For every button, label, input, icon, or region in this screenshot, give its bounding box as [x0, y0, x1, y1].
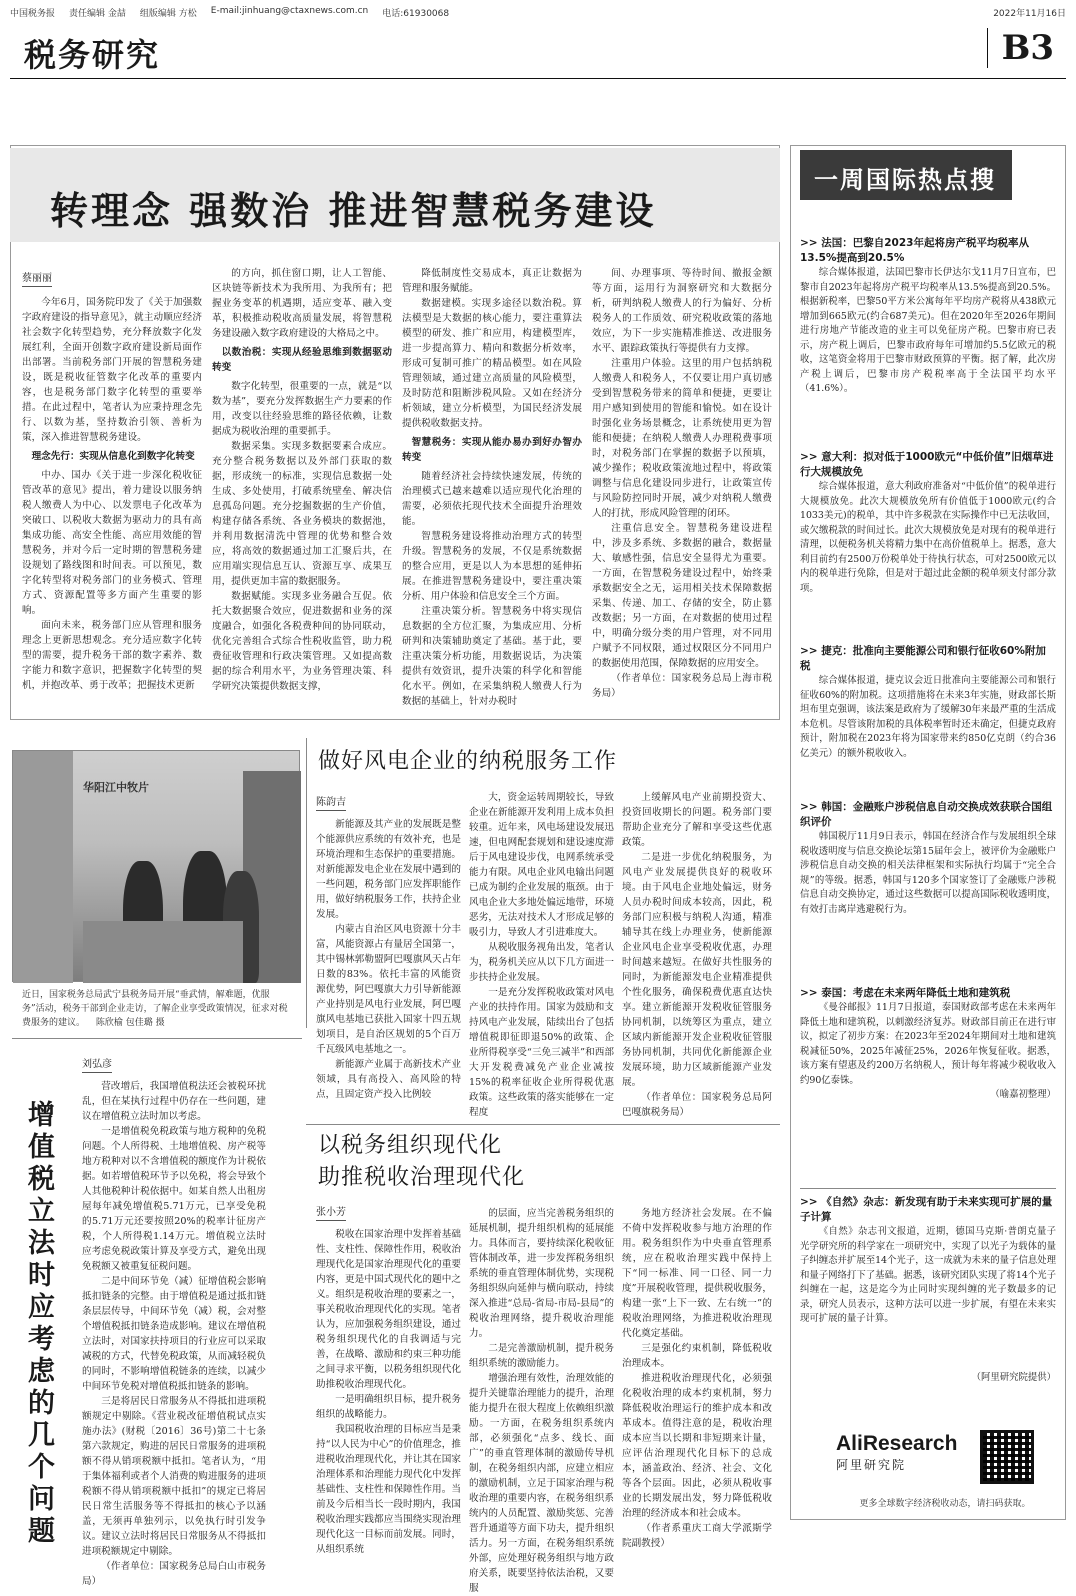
main-subhead-2: 以数治税：实现从经验思维到数据驱动转变: [212, 347, 392, 373]
aliresearch-logo: [836, 1432, 957, 1473]
org-byline: 张小芳: [316, 1203, 346, 1221]
main-subhead-1: 理念先行：实现从信息化到数字化转变: [31, 451, 195, 462]
sidebar-list: [800, 236, 1056, 1386]
vat-p1: 营改增后，我国增值税法还会被税环扰乱，但在某执行过程中仍存在一些问题，建议在增值税立法时加以考虑。: [82, 1081, 266, 1122]
main-col4-p3: 注重信息安全。智慧税务建设进程中，涉及多系统、多数据的融合，数据量大、敏感性强，信息安全显得尤为重要。一方面，在智慧税务建设过程中，始终秉承数据安全之无，运用相关技术保障数据采集、传递、加工、存储的安全，防止篡改数据；另一方面，在对数据的使用过程中，明确分级分类的用户管理，对不同用户赋予不同权限，通过权限区分不同用户的数据使用范围，保障数据的应用安全。: [592, 523, 772, 669]
main-col4-author: （作者单位：国家税务总局上海市税务局）: [592, 673, 772, 699]
org-col-3: [622, 1206, 772, 1549]
paper-name: 中国税务报: [10, 9, 56, 19]
vat-p4: 三是将居民日常服务从不得抵扣进项税额规定中剔除。《营业税改征增值税试点实施办法》(财税〔2016〕36号)第二十七条第六款规定，购进的居民日常服务的进项税额不得从销项税额中抵扣。笔者认为，“用于集体福利或者个人消费的购进服务的进项税额不得从销项税额中抵扣”的规定已将居民日常生活服务等不得抵扣的核心予以涵盖，无须再单独列示，以免执行时引发争议。建议立法时将居民日常服务从不得抵扣进项税额规定中剔除。: [82, 1396, 266, 1557]
top-info-bar: [10, 6, 1066, 19]
main-col-1: [22, 266, 202, 731]
wind-col2-p2: 从税收服务视角出发，笔者认为，税务机关应从以下几方面进一步扶持企业发展。: [469, 942, 614, 983]
sidebar-item-italy: [800, 450, 1056, 638]
org-col1-p3: 我国税收治理的目标应当是秉持“以人民为中心”的价值理念，推进税收治理现代化，并让其在国家治理体系和治理能力现代化中发挥基础性、支柱性和保障性作用。当前及今后相当长一段时期内，我国税收治理实践都应当围绕实现治理现代化这一目标而前发展。同时，从组织系统: [316, 1424, 461, 1555]
main-col2-p3: 数据采集。实现多数据要素合成应。充分整合税务数据以及外部门获取的数据，形成统一的标准，实现信息数据一处生成、多处使用，打破系统壁垒、解决信息孤岛问题。充分挖掘数据的生产价值，构建存储各系统、各业务模块的数据池，并利用数据清洗中管理的优势和整合效应，将高效的数据通过加工汇聚后共，在应用端实现信息互认、资源互享、成果互用，提供更加丰富的数据服务。: [212, 441, 392, 587]
photo-caption-text: 近日，国家税务总局武宁县税务局开展“垂武情，解难题，优服务”活动，税务干部到企业走访，了解企业享受政策情况，征求对税费服务的建议。: [22, 990, 288, 1028]
wind-col3-author: （作者单位：国家税务总局阿巴嘎旗税务局）: [622, 1092, 772, 1118]
ali-logo-cn: 阿里研究院: [836, 1458, 907, 1472]
main-col3-p2: 数据建模。实现多途径以数治税。算法模型是大数据的核心能力，要注重算法模型的研发、推广和应用，构建模型库，进一步提高算力、精向和数据分析效率，形成可复制可推广的精品模型。如在风险管理领域，通过建立高质量的风险模型，及时防范和阻断涉税风险。又如在经济分析领域，建立分析模型，为国民经济发展提供税收数据支持。: [402, 298, 582, 429]
wind-col-2: [469, 790, 614, 1116]
wind-col2-p3: 一是充分发挥税收政策对风电产业的扶持作用。国家为鼓励和支持风电产业发展，陆续出台了包括增值税即征即退50%的政策、企业所得税享受“三免三减半”和西部大开发税费减免产业企业减按15%的税率征收企业所得税优惠政策。这些政策的落实能够在一定程度: [469, 987, 614, 1118]
main-col4-p2: 注重用户体验。这里的用户包括纳税人缴费人和税务人，不仅要让用户真切感受到智慧税务带来的简单和便捷，更要让用户感知到使用的智能和愉悦。如在设计时强化业务场景概念，让系统使用更为智能和便捷；在纳税人缴费人办理税费事项时，对税务部门在掌握的数据予以预填，减少操作；税收政策流地过程中，将政策调整与信息化建设同步进行，让政策宣传与风险防控同时开展，减少对纳税人缴费人的打扰，形成风险管理的闭环。: [592, 358, 772, 519]
news-photo: [12, 750, 300, 982]
org-col-2: [469, 1206, 614, 1594]
main-col3-p1: 降低制度性交易成本，真正让数据为管理和服务赋能。: [402, 268, 582, 294]
sidebar-item-nature: [800, 1195, 1056, 1371]
divider-org: [306, 1124, 780, 1125]
org-col3-p1: 务地方经济社会发展。在不偏不倚中发挥税收参与地方治理的作用。税务组织作为中央垂直管理系统，应在税收治理实践中保持上下“同一标准、同一口径、同一力度”开展税收管理，提供税收服务，构建一张“上下一致、左右统一”的税收治理网络，为推进税收治理现代化奠定基础。: [622, 1208, 772, 1339]
vat-author: （作者单位：国家税务总局白山市税务局）: [82, 1561, 266, 1587]
sidebar-item-text: 综合媒体报道，意大利政府准备对“中低价值”的税单进行大规模放免。此次大规模放免所有价值低于1000欧元(约合1033美元)的税单，其中许多税款在实际操作中已无法收回，或欠缴税款的时间过长。此次大规模放免是对现有的税单进行清理，以便税务机关将精力集中在高价值税单上。据悉，意大利目前约有2500万份税单处于待执行状态，可对2500欧元以内的税单进行免除，但是对于超过此金额的税单须支付部分款项。: [800, 481, 1056, 594]
divider-vat: [12, 1038, 302, 1039]
sidebar-item-title: >> 韩国：金融账户涉税信息自动交换成效获联合国组织评价: [800, 801, 1053, 828]
main-col3-p5: 注重决策分析。智慧税务中将实现信息数据的全方位汇聚，为集成应用、分析研判和决策辅助奠定了基础。基于此，要注重决策分析功能，用数据说话，为决策提供有效资讯，提升决策的科学化和智能化水平。例如，在采集纳税人缴费人行为数据的基础上，针对办税时: [402, 606, 582, 707]
ali-logo-en: AliResearch: [836, 1432, 958, 1455]
section-title: 税务研究: [24, 36, 161, 74]
main-col2-p1: 的方向，抓住窗口期，让人工智能、区块链等新技术为我所用、为我所有；把握业务变革的机遇期，适应变革、融入变革，积极推动税收高质量发展，将智慧税务建设融入数字政府建设的大格局之中。: [212, 268, 392, 339]
photo-credit: 陈欣榆 包佳璐 摄: [95, 1018, 165, 1028]
org-col3-p2: 三是强化约束机制，降低税收治理成本。: [622, 1343, 772, 1369]
main-col3-p4: 智慧税务建设将推动治理方式的转型升级。智慧税务的发展，不仅是系统数据的整合应用，更是以人为本思想的延伸拓展。在推进智慧税务建设中，要注重决策分析、用户体验和信息安全三个方面。: [402, 531, 582, 602]
org-headline-line2: 助推税收治理现代化: [318, 1165, 526, 1190]
email: E-mail:jinhuang@ctaxnews.com.cn: [210, 6, 369, 16]
main-col1-p3: 面向未来，税务部门应从管理和服务理念上更新思想观念。充分适应数字化转型的需要，提升税务干部的数字素养、数字能力和数字意识，把握数字化转型的契机，并抱改革、勇于改革；把握技术更新: [22, 620, 202, 691]
vat-byline: 刘弘彦: [82, 1055, 112, 1073]
layout-editor: 组版编辑 方松: [139, 9, 197, 19]
org-col1-p2: 一是明确组织目标，提升税务组织的战略能力。: [316, 1394, 461, 1420]
org-author: （作者系重庆工商大学派斯学院副教授）: [622, 1523, 772, 1549]
qr-code-icon[interactable]: [980, 1430, 1034, 1484]
sidebar-item-thailand: [800, 986, 1056, 1182]
sidebar-item-text: 《曼谷邮报》11月7日报道，泰国财政部考虑在未来两年降低土地和建筑税，以刺激经济复苏。财政部目前正在进行审议，拟定了初步方案：在2023年至2024年期间对土地和建筑税减征50%，2025年减征25%，2026年恢复征收。据悉，该方案有望惠及约200万名纳税人，预计每年将减少税收收入约90亿泰铢。: [800, 1002, 1056, 1086]
wind-col1-p3: 新能源产业属于高新技术产业领域，具有高投入、高风险的特点，且固定资产投入比例较: [316, 1059, 461, 1100]
main-headline: 转理念 强数治 推进智慧税务建设: [50, 189, 657, 233]
vat-p3: 二是中间环节免（减）征增值税会影响抵扣链条的完整。由于增值税是通过抵扣链条层层传导，中间环节免（减）税，会对整个增值税抵扣链条造成影响。建议在增值税立法时，对国家扶持项目的行业应可以采取减税的方式，代替免税政策，从而减轻税负的同时，不影响增值税链条的连续，以减少中间环节免税对增值税抵扣链条的影响。: [82, 1276, 266, 1392]
sidebar-item-text: 韩国税厅11月9日表示，韩国在经济合作与发展组织全球税收透明度与信息交换论坛第15届年会上，被评价为金融账户涉税信息自动交换的相关法律框架和实际执行均属于“完全合规”的等级。据悉，韩国与120多个国家签订了金融账户涉税信息自动交换协定，通过这些数据可以提高国际税收透明度，有效打击离岸逃避税行为。: [800, 831, 1056, 915]
sidebar-item-title: >> 法国：巴黎自2023年起将房产税平均税率从13.5%提高到20.5%: [800, 237, 1029, 264]
sidebar-item-title: >> 《自然》杂志：新发现有助于未来实现可扩展的量子计算: [800, 1196, 1053, 1223]
wind-headline: 做好风电企业的纳税服务工作: [318, 749, 618, 774]
wind-col-3: [622, 790, 772, 1116]
org-headline: [318, 1130, 525, 1194]
org-col2-p1: 的层面，应当完善税务组织的延展机制，提升组织机构的延展能力。具体而言，要持续深化税收征管体制改革，进一步发挥税务组织系统的垂直管理体制优势，实现税务组织纵向延伸与横向联动，持续深入推进“总局-省局-市局-县局”的税收治理网络，提升税收治理能力。: [469, 1208, 614, 1339]
page-number: B3: [987, 28, 1054, 68]
main-col-2: [212, 266, 392, 712]
sidebar-banner: 一周国际热点搜索: [800, 150, 1012, 200]
org-headline-line1: 以税务组织现代化: [318, 1133, 503, 1158]
masthead-rule: [10, 78, 1066, 79]
main-col4-p1: 间、办理事项、等待时间、撤报金额等方面，运用行为洞察研究和大数据分析，研判纳税人缴费人的行为偏好、分析税务人的工作质效、研究税收政策的落地效应，为下一步实施精准推送、改进服务水平、跟踪政策执行等提供有力支撑。: [592, 268, 772, 354]
main-byline: 蔡丽丽: [22, 269, 52, 287]
main-col1-p1: 今年6月，国务院印发了《关于加强数字政府建设的指导意见》，就主动顺应经济社会数字化转型趋势，充分释放数字化发展红利，全面开创数字政府建设新局面作出部署。当前税务部门开展的智慧税务建设，既是税收征管数字化改革的重要内容，也是税务部门数字化转型的重要举措。在此过程中，笔者认为应秉持理念先行、以数为基，坚持数治引领、善析为策，深入推进智慧税务建设。: [22, 297, 202, 443]
sidebar-item-text: 综合媒体报道，捷克议会近日批准向主要能源公司和银行征收60%的附加税。这项措施将在未来3年实施，财政部长斯坦布里克强调，该法案是政府为了缓解30年来最严重的生活成本危机。尽管该附加税的具体税率暂时还未确定，但捷克政府预计，附加税在2023年将为国家带来约850亿克朗（约合36亿美元）的额外税收收入。: [800, 675, 1056, 759]
wind-col3-p2: 二是进一步优化纳税服务，为风电产业发展提供良好的税收环境。由于风电企业地处偏远，财务人员办税时间成本较高，因此，税务部门应积极与纳税人沟通，精准辅导其在线上办理业务，使新能源企业风电企业享受税收优惠，办理时间越来越短。在做好共性服务的同时，为新能源发电企业精准提供个性化服务，确保税费优惠直达快享。建立新能源开发税收征管服务协同机制，以统筹区为重点，建立区域内新能源开发企业税收征管服务协同机制，共同优化新能源企业发展环境，助力区域新能源产业发展。: [622, 852, 772, 1088]
phone: 电话:61930068: [382, 9, 450, 19]
wind-col1-p1: 新能源及其产业的发展既是整个能源供应系统的有效补充，也是环境治理和生态保护的重要措施。对新能源发电企业在发展中遇到的一些问题，税务部门应发挥职能作用，做好纳税服务工作，扶持企业发展。: [316, 819, 461, 920]
editor: 责任编辑 金喆: [69, 9, 126, 19]
main-col1-p2: 中办、国办《关于进一步深化税收征管改革的意见》提出，着力建设以服务纳税人缴费人为中心、以发票电子化改革为突破口、以税收大数据为驱动力的具有高集成功能、高安全性能、高应用效能的智慧税务，并对今后一定时期的智慧税务建设规划了路线图和时间表。可以预见，数字化转型将对税务部门的业务模式、管理方式、资源配置等多方面产生重要的影响。: [22, 470, 202, 616]
sidebar-item-title: >> 意大利：拟对低于1000欧元“中低价值”旧烟草进行大规模放免: [800, 451, 1054, 478]
sidebar-item-korea: [800, 800, 1056, 980]
sidebar-divider: [800, 1188, 1056, 1189]
org-col2-p3: 增强治理有效性，治理效能的提升关键靠治理能力的提升，治理能力提升在很大程度上依赖组织激励。一方面，在税务组织系统内部，必须强化“点多、线长、面广”的垂直管理体制的激励传导机制，在税务组织内部，应建立相应的激励机制，立足于国家治理与税收治理的重要内容，在税务组织系统内的人员配置、激励奖惩、完善晋升通道等方面下功夫，提升组织活力。另一方面，在税务组织系统外部，应处理好税务组织与地方政府关系，既要坚持依法治税，又要服: [469, 1373, 614, 1594]
sidebar-item-title: >> 捷克：批准向主要能源公司和银行征收60%附加税: [800, 645, 1046, 672]
wind-col1-p2: 内蒙古自治区风电资源十分丰富，风能资源占有量居全国第一，其中锡林郭勒盟阿巴嘎旗风天占年日数的83%。依托丰富的风能资源优势，阿巴嘎旗大力引导新能源产业持别是风电行业发展，阿巴嘎旗风电基地已获批入国家十四五规划项目，是自治区规划的5个百万千瓦级风电基地之一。: [316, 924, 461, 1055]
org-col2-p2: 二是完善激励机制，提升税务组织系统的激励能力。: [469, 1343, 614, 1369]
wind-byline: 陈韵吉: [316, 793, 346, 811]
main-col-4: [592, 266, 772, 712]
photo-wall-sign: 华阳江中牧片: [83, 781, 149, 794]
sidebar-item-title: >> 泰国：考虑在未来两年降低土地和建筑税: [800, 987, 1011, 999]
main-subhead-3: 智慧税务：实现从能办易办到好办智办转变: [402, 437, 582, 463]
sidebar-item-france: [800, 236, 1056, 444]
main-col-3: [402, 266, 582, 712]
org-col3-p3: 推进税收治理现代化，必须强化税收治理的成本约束机制，努力降低税收治理运行的维护成本和改革成本。值得注意的是，税收治理成本应当以长期和非短期来计量，应评估治理现代化目标下的总成本，涵盖政治、经济、社会、文化等各个层面。因此，必须从税收事业的长期发展出发，努力降低税收治理的经济成本和社会成本。: [622, 1373, 772, 1519]
sidebar-item-czech: [800, 644, 1056, 794]
sidebar-item-text: 综合媒体报道，法国巴黎市长伊达尔戈11月7日宣布，巴黎市自2023年起将房产税平均税率从13.5%提高到20.5%。根据新税率，巴黎50平方米公寓每年平均房产税将从438欧元增加到665欧元(约合687美元)。但在2020年至2026年期间进行房地产节能改造的业主可以免征房产税。巴黎市府已表示，房产税上调后，巴黎市政府每年可增加约5.5亿欧元的税收，这笔资金将用于巴黎市财政预算的平衡。据了解，此次房产税上调后，巴黎市房产税税率高于全法国平均水平（41.6%）。: [800, 267, 1056, 394]
vat-body: [82, 1052, 266, 1587]
org-col1-p1: 税收在国家治理中发挥着基础性、支柱性、保障性作用，税收治理现代化是国家治理现代化的重要内容，更是中国式现代化的题中之义。组织是税收治理的要素之一，事关税收治理现代化的实现。笔者认为，应加强税务组织建设，通过税务组织现代化的自我调适与完善，在战略、激励和约束三种功能之间寻求平衡，以税务组织现代化助推税收治理现代化。: [316, 1229, 461, 1390]
ali-footnote: 更多全球数字经济税收动态，请扫码获取。: [859, 1499, 1031, 1509]
divider-wind: [306, 738, 307, 1028]
main-col2-p2: 数字化转型，很重要的一点，就是“以数为基”，要充分发挥数据生产力要素的作用，改变以往经验思维的路径依赖，让数据成为税收治理的重要抓手。: [212, 381, 392, 437]
vat-title: 增值税立法时应考虑的几个问题: [28, 1100, 55, 1547]
wind-col3-p1: 上缓解风电产业前期投资大、投资回收期长的问题。税务部门要帮助企业充分了解和享受这些优惠政策。: [622, 792, 772, 848]
issue-date: 2022年11月16日: [993, 9, 1066, 19]
wind-col2-p1: 大，资金运转周期较长，导致企业在新能源开发利用上成本负担较重。近年来，风电场建设发展迅速，但电网配套规划和建设速度滞后于风电建设步伐，电网系统承受能力有限。风电企业风电输出问题已成为制约企业发展的瓶颈。由于风电企业大多地处偏远地带，环境恶劣，无法对技术人才形成足够的吸引力，导致人才引进难度大。: [469, 792, 614, 938]
sidebar-credit-1: （喻嘉初整理）: [990, 1089, 1056, 1100]
sidebar-credit-2: （阿里研究院提供）: [971, 1372, 1056, 1383]
main-col2-p4: 数据赋能。实现多业务融合互促。依托大数据聚合效应，促进数据和业务的深度融合，如强化各税费种间的协同联动，优化完善组合式综合性税收监管，助力税费征收管理和行政决策管理。又如提高数据的综合利用水平，为业务管理决策、科学研究决策提供数据支撑，: [212, 591, 392, 692]
vat-p2: 一是增值税免税政策与地方税种的免税问题。个人所得税、土地增值税、房产税等地方税种对以不含增值税的额度作为计税依据。如若增值税环节予以免税，将会导致个人其他税种计税依据中。如某自然人出租房屋每年减免增值税5.71万元，已享受免税的5.71万元还要按照20%的税率计征房产税，个人所得税1.14万元。增值税立法时应考虑免税政策计算及享受方式，避免出现免税额又被重复征税问题。: [82, 1126, 266, 1272]
main-col3-p3: 随着经济社会持续快速发展，传统的治理模式已越来越难以适应现代化治理的需要，必须依托现代技术全面提升治理效能。: [402, 471, 582, 527]
wind-col-1: [316, 790, 461, 1125]
sidebar-item-text: 《自然》杂志刊文报道，近期，德国马克斯·普朗克量子光学研究所的科学家在一项研究中，实现了以光子为载体的量子纠缠态并扩展至14个光子，这一成就为未来的量子信息处理和量子网络打下了基础。据悉，该研究团队实现了将14个光子纠缠在一起，这是迄今为止同时实现纠缠的光子数最多的记录，研究人员表示，这种方法可以进一步扩展，有望在未来实现可扩展的量子计算。: [800, 1226, 1056, 1324]
org-col-1: [316, 1200, 461, 1555]
photo-caption: [22, 988, 292, 1030]
